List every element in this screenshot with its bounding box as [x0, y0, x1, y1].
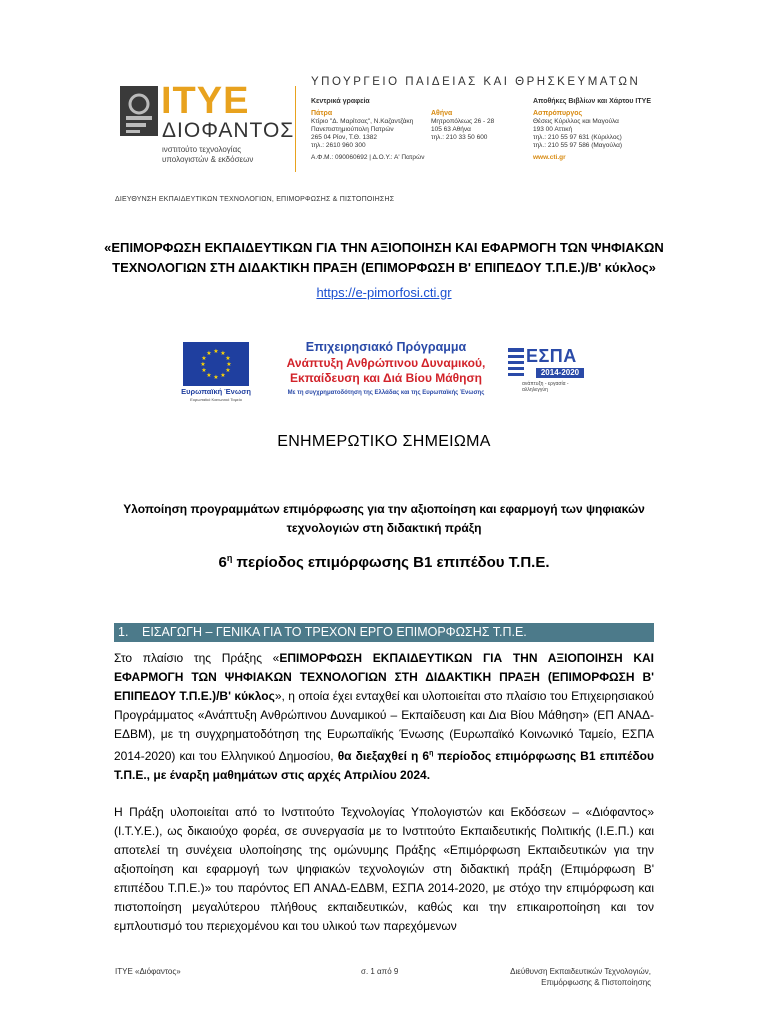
svg-text:★: ★ [225, 355, 231, 362]
website-link[interactable]: www.cti.gr [533, 154, 566, 161]
department-name: ΔΙΕΥΘΥΝΣΗ ΕΚΠΑΙΔΕΥΤΙΚΩΝ ΤΕΧΝΟΛΟΓΙΩΝ, ΕΠΙΜΟΡΦΩΣΗΣ & ΠΙΣΤΟΠΟΙΗΣΗΣ [115, 196, 395, 203]
document-heading: ΕΝΗΜΕΡΩΤΙΚΟ ΣΗΜΕΙΩΜΑ [277, 433, 491, 450]
cti-logo-icon [120, 86, 158, 136]
op-title: Επιχειρησιακό Πρόγραμμα [305, 340, 467, 354]
svg-text:★: ★ [201, 367, 207, 374]
op-name: Ανάπτυξη Ανθρώπινου Δυναμικού, Εκπαίδευση και Διά Βίου Μάθηση [286, 356, 486, 385]
logo-wordmark: ΙΤΥΕ [161, 80, 250, 122]
espa-logo: ΕΣΠΑ [526, 346, 577, 366]
svg-text:★: ★ [226, 361, 232, 368]
footer-page-number: σ. 1 από 9 [361, 967, 399, 976]
svg-text:★: ★ [225, 367, 231, 374]
svg-text:★: ★ [200, 361, 206, 368]
svg-text:★: ★ [201, 355, 207, 362]
espa-tagline: ανάπτυξη - εργασία - αλληλεγγύη [522, 381, 569, 393]
svg-text:★: ★ [213, 348, 219, 355]
training-period: $6^\eta$ περίοδος επιμόρφωσης Β1 επιπέδου Τ.Π.Ε. [218, 553, 550, 571]
svg-text:★: ★ [206, 372, 212, 379]
section-title: ΕΙΣΑΓΩΓΗ – ΓΕΝΙΚΑ ΓΙΑ ΤΟ ΤΡΕΧΟΝ ΕΡΓΟ ΕΠΙΜΟΡΦΩΣΗΣ Τ.Π.Ε. [142, 625, 527, 639]
svg-text:★: ★ [206, 350, 212, 357]
warehouse-address: Αποθήκες Βιβλίων και Χάρτου ΙΤΥΕ Ασπρόπυργος Θέσεις Κύριλλος και Μαγούλα 193 00 Αττική τηλ.: 210 55 97 631 (Κύριλλος) τηλ.: 210 55 97 586 (Μαγούλα) www.cti.gr [533, 98, 651, 161]
eu-label: Ευρωπαϊκή Ένωση [181, 387, 251, 396]
footer-department: Διεύθυνση Εκπαιδευτικών Τεχνολογιών, Επιμόρφωσης & Πιστοποίησης [510, 967, 651, 987]
header-divider [295, 86, 296, 172]
footer-org: ΙΤΥΕ «Διόφαντος» [115, 967, 181, 976]
greek-flag-icon [508, 348, 524, 376]
document-subtitle: Υλοποίηση προγραμμάτων επιμόρφωσης για την αξιοποίηση και εφαρμογή των ψηφιακών τεχνολογιών στη διδακτική πράξη [123, 502, 645, 535]
eu-sublabel: Ευρωπαϊκό Κοινωνικό Ταμείο [190, 397, 242, 402]
section-number: 1. [118, 625, 129, 639]
logo-tagline: ινστιτούτο τεχνολογίας υπολογιστών & εκδόσεων [162, 145, 254, 164]
paragraph-body: Η Πράξη υλοποιείται από το Ινστιτούτο Τεχνολογίας Υπολογιστών και Εκδόσεων – «Διόφαντος» (Ι.Τ.Υ.Ε.), ως δικαιούχο φορέα, σε συνεργασία με το Ινστιτούτο Εκπαιδευτικής Πολιτικής (Ι.Ε.Π.) και αποτελεί τη συνέχεια υλοποίησης της ομώνυμης Πράξης «Επιμόρφωση Εκπαιδευτικών για την αξιοποίηση και εφαρμογή των ψηφιακών τεχνολογιών στη διδακτική πράξη (Επιμόρφωση Β' επιπέδου Τ.Π.Ε.)» του παρόντος ΕΠ ΑΝΑΔ-ΕΔΒΜ, ΕΣΠΑ 2014-2020, με στόχο την επιμόρφωση και πιστοποίηση μεγαλύτερου πλήθους εκπαιδευτικών, καθώς και την επικαιροποίηση και τον εμπλουτισμό του περιεχομένου και του υλικού των παρεχόμενων [114, 805, 654, 933]
logo-subtitle: ΔΙΟΦΑΝΤΟΣ [162, 119, 295, 142]
hq-address: Κεντρικά γραφεία Πάτρα Κτίριο "Δ. Μαρίτσας", Ν.Καζαντζάκη Πανεπιστημιούπολη Πατρών 265 04 Ρίον, Τ.Θ. 1382 τηλ.: 2610 960 300 Α.Φ.Μ.: 090060692 | Δ.Ο.Υ.: Α' Πατρών [311, 98, 425, 161]
paragraph-intro: Στο πλαίσιο της Πράξης «ΕΠΙΜΟΡΦΩΣΗ ΕΚΠΑΙΔΕΥΤΙΚΩΝ ΓΙΑ ΤΗΝ ΑΞΙΟΠΟΙΗΣΗ ΚΑΙ ΕΦΑΡΜΟΓΗ ΤΩΝ ΨΗΦΙΑΚΩΝ ΤΕΧΝΟΛΟΓΙΩΝ ΣΤΗ ΔΙΔΑΚΤΙΚΗ ΠΡΑΞΗ (ΕΠΙΜΟΡΦΩΣΗ Β' ΕΠΙΠΕΔΟΥ Τ.Π.Ε.)/Β' κύκλος», η οποία έχει ενταχθεί και υλοποιείται στο πλαίσιο του Επιχειρησιακού Προγράμματος «Ανάπτυξη Ανθρώπινου Δυναμικού – Εκπαίδευση και Δια Βίου Μάθηση» (ΕΠ ΑΝΑΔ-ΕΔΒΜ), με τη συγχρηματοδότηση της Ευρωπαϊκής Ένωσης (Ευρωπαϊκό Κοινωνικό Ταμείο, ΕΣΠΑ 2014-2020) και του Ελληνικού Δημοσίου, θα διεξαχθεί η $6^\eta$ περίοδος επιμόρφωσης Β1 επιπέδου Τ.Π.Ε., με έναρξη μαθημάτων στις αρχές Απριλίου 2024. [114, 651, 654, 782]
athens-address: Αθήνα Μητροπόλεως 26 - 28 105 63 Αθήνα τηλ.: 210 33 50 600 [431, 110, 495, 141]
op-cofinancing: Με τη συγχρηματοδότηση της Ελλάδας και της Ευρωπαϊκής Ένωσης [287, 390, 485, 396]
ministry-name: ΥΠΟΥΡΓΕΙΟ ΠΑΙΔΕΙΑΣ ΚΑΙ ΘΡΗΣΚΕΥΜΑΤΩΝ [311, 76, 641, 88]
svg-text:★: ★ [220, 350, 226, 357]
svg-text:★: ★ [213, 374, 219, 381]
svg-text:★: ★ [220, 372, 226, 379]
program-link[interactable]: https://e-pimorfosi.cti.gr [316, 285, 452, 300]
letterhead [115, 72, 675, 190]
program-title: «ΕΠΙΜΟΡΦΩΣΗ ΕΚΠΑΙΔΕΥΤΙΚΩΝ ΓΙΑ ΤΗΝ ΑΞΙΟΠΟΙΗΣΗ ΚΑΙ ΕΦΑΡΜΟΓΗ ΤΩΝ ΨΗΦΙΑΚΩΝ ΤΕΧΝΟΛΟΓΙΩΝ ΣΤΗ ΔΙΔΑΚΤΙΚΗ ΠΡΑΞΗ (ΕΠΙΜΟΡΦΩΣΗ Β' ΕΠΙΠΕΔΟΥ Τ.Π.Ε.)/Β' κύκλος» [104, 240, 664, 275]
espa-years: 2014-2020 [536, 368, 584, 378]
section-heading [114, 623, 654, 642]
eu-flag-icon [183, 342, 249, 386]
funding-banner [180, 338, 590, 404]
